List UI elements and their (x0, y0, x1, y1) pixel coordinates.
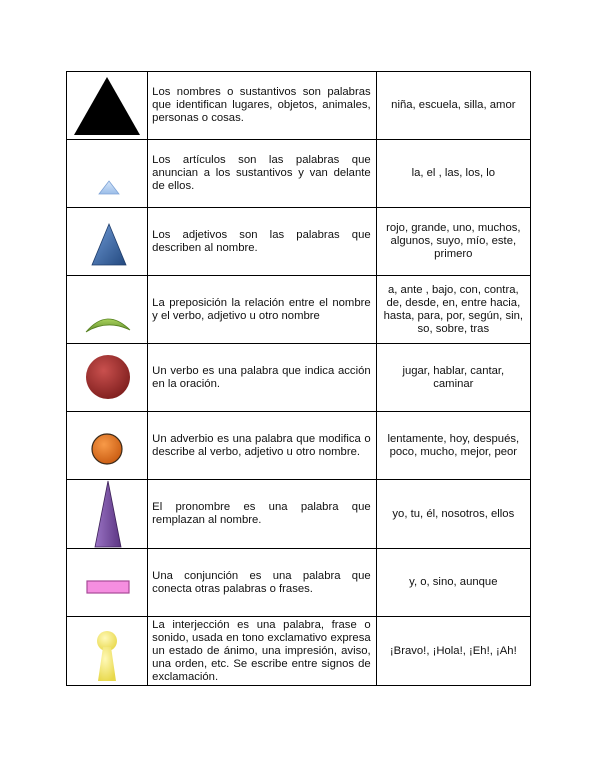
examples-cell: la, el , las, los, lo (376, 140, 530, 208)
description-cell: El pronombre es una palabra que remplazan al nombre. (148, 480, 376, 549)
black-triangle-icon (72, 75, 142, 137)
pink-bar-icon (72, 552, 142, 614)
shape-cell (67, 208, 148, 276)
description-cell: La preposición la relación entre el nombre y el verbo, adjetivo u otro nombre (148, 276, 376, 344)
shape-cell (67, 549, 148, 617)
table-row (67, 72, 531, 140)
description-cell: Un adverbio es una palabra que modifica o describe al verbo, adjetivo u otro nombre. (148, 412, 376, 480)
examples-cell: lentamente, hoy, después, poco, mucho, mejor, peor (376, 412, 530, 480)
description-cell: Un verbo es una palabra que indica acción en la oración. (148, 344, 376, 412)
description-cell: Los nombres o sustantivos son palabras que identifican lugares, objetos, animales, personas o cosas. (148, 72, 376, 140)
yellow-keyhole-icon (72, 617, 142, 685)
shape-cell (67, 480, 148, 549)
light-blue-triangle-icon (72, 143, 142, 205)
examples-cell: niña, escuela, silla, amor (376, 72, 530, 140)
description-cell: Los adjetivos son las palabras que describen al nombre. (148, 208, 376, 276)
shape-cell (67, 344, 148, 412)
shape-cell (67, 276, 148, 344)
examples-cell: a, ante , bajo, con, contra, de, desde, en, entre hacia, hasta, para, por, según, sin, so, sobre, tras (376, 276, 530, 344)
shape-cell (67, 140, 148, 208)
orange-circle-icon (72, 415, 142, 477)
table-row (67, 208, 531, 276)
shape-cell (67, 412, 148, 480)
table-row (67, 412, 531, 480)
examples-cell: jugar, hablar, cantar, caminar (376, 344, 530, 412)
examples-cell: ¡Bravo!, ¡Hola!, ¡Eh!, ¡Ah! (376, 617, 530, 686)
description-cell: Los artículos son las palabras que anuncian a los sustantivos y van delante de ellos. (148, 140, 376, 208)
examples-cell: yo, tu, él, nosotros, ellos (376, 480, 530, 549)
shape-cell (67, 617, 148, 686)
table-row (67, 617, 531, 686)
examples-cell: y, o, sino, aunque (376, 549, 530, 617)
table-row (67, 549, 531, 617)
table-row (67, 140, 531, 208)
table-row (67, 480, 531, 549)
description-cell: Una conjunción es una palabra que conecta otras palabras o frases. (148, 549, 376, 617)
description-cell: La interjección es una palabra, frase o sonido, usada en tono exclamativo expresa un estado de ánimo, una impresión, aviso, una orden, etc. Se escribe entre signos de exclamación. (148, 617, 376, 686)
blue-triangle-icon (72, 211, 142, 273)
red-circle-icon (72, 347, 142, 409)
table-row (67, 344, 531, 412)
examples-cell: rojo, grande, uno, muchos, algunos, suyo, mío, este, primero (376, 208, 530, 276)
purple-triangle-icon (72, 480, 142, 548)
table-row (67, 276, 531, 344)
shape-cell (67, 72, 148, 140)
green-crescent-icon (72, 279, 142, 341)
grammar-symbols-table (66, 71, 531, 686)
